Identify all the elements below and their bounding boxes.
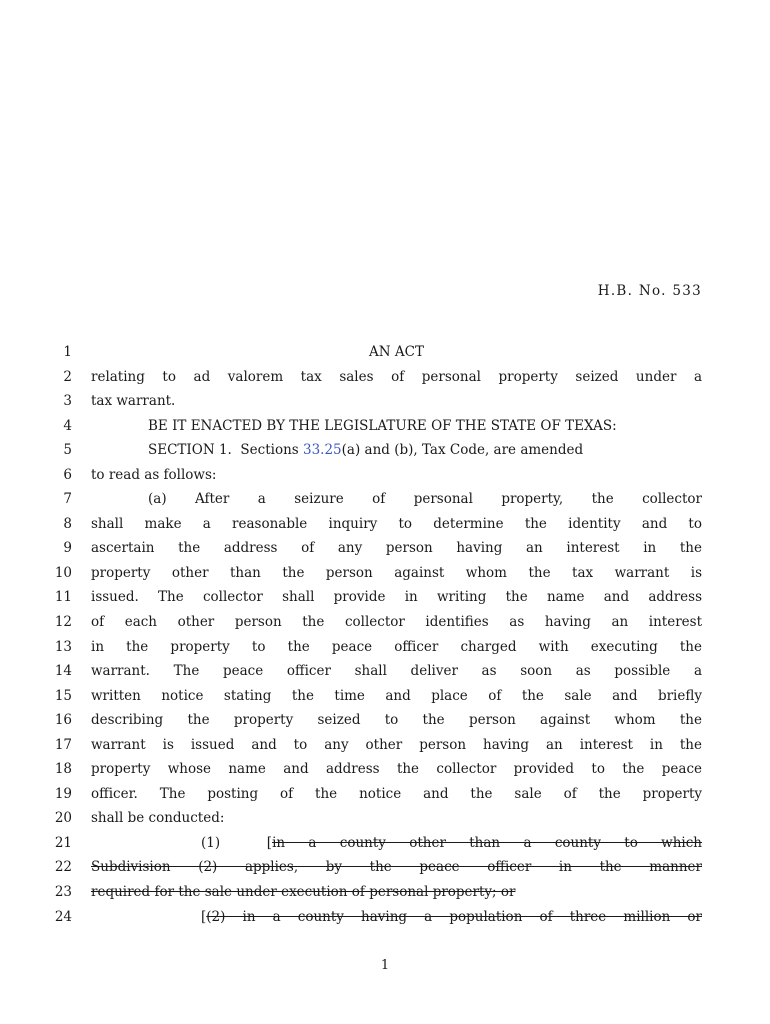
line-4 bbox=[0, 414, 770, 439]
line-17 bbox=[0, 733, 770, 758]
line-7 bbox=[0, 487, 770, 512]
line-number: 9 bbox=[63, 540, 72, 557]
line-21 bbox=[0, 831, 770, 856]
line-15 bbox=[0, 684, 770, 709]
body-text: issued. The collector shall provide in writing the name and address bbox=[91, 589, 702, 606]
body-text: ascertain the address of any person having an interest in the bbox=[91, 540, 702, 557]
struck-text: in a county other than a county to which bbox=[272, 834, 702, 851]
struck-text: Subdivision (2) applies, by the peace officer in the manner bbox=[91, 859, 702, 876]
line-number: 22 bbox=[54, 859, 72, 876]
body-text: shall be conducted: bbox=[91, 810, 225, 827]
section-link[interactable]: 33.25 bbox=[303, 442, 342, 459]
document-body bbox=[0, 340, 770, 929]
subdivision-label: (1) [ bbox=[201, 834, 273, 851]
body-text: describing the property seized to the person against whom the bbox=[91, 712, 702, 729]
line-19 bbox=[0, 782, 770, 807]
line-18 bbox=[0, 757, 770, 782]
act-heading: AN ACT bbox=[369, 344, 424, 360]
line-number: 2 bbox=[63, 368, 72, 385]
line-12 bbox=[0, 610, 770, 635]
line-number: 16 bbox=[54, 712, 72, 729]
line-number: 17 bbox=[54, 736, 72, 753]
section-text-a: SECTION 1. Sections bbox=[148, 442, 303, 459]
line-16 bbox=[0, 708, 770, 733]
body-text: property other than the person against whom the tax warrant is bbox=[91, 564, 702, 581]
line-number: 10 bbox=[54, 564, 72, 581]
body-text: (a) After a seizure of personal property, the collector bbox=[148, 491, 702, 508]
line-number: 13 bbox=[54, 638, 72, 655]
line-20 bbox=[0, 806, 770, 831]
line-number: 18 bbox=[54, 761, 72, 778]
line-8 bbox=[0, 512, 770, 537]
body-text: officer. The posting of the notice and the sale of the property bbox=[91, 785, 702, 802]
line-number: 23 bbox=[54, 884, 72, 901]
line-11 bbox=[0, 585, 770, 610]
struck-text: required for the sale under execution of personal property; or bbox=[91, 884, 516, 901]
line-9 bbox=[0, 536, 770, 561]
line-2 bbox=[0, 365, 770, 390]
line-number: 6 bbox=[63, 466, 72, 483]
line-5 bbox=[0, 438, 770, 463]
body-text bbox=[91, 831, 702, 856]
line-number: 21 bbox=[54, 834, 72, 851]
line-14 bbox=[0, 659, 770, 684]
caption-text: relating to ad valorem tax sales of personal property seized under a bbox=[91, 368, 702, 385]
page-number: 1 bbox=[380, 958, 390, 973]
body-text: in the property to the peace officer charged with executing the bbox=[91, 638, 702, 655]
line-number: 20 bbox=[54, 810, 72, 827]
section-text-b: (a) and (b), Tax Code, are amended bbox=[341, 442, 584, 459]
body-text: warrant is issued and to any other person having an interest in the bbox=[91, 736, 702, 753]
line-number: 11 bbox=[54, 589, 72, 606]
line-number: 5 bbox=[63, 442, 72, 459]
body-text bbox=[91, 905, 702, 930]
body-text: warrant. The peace officer shall deliver as soon as possible a bbox=[91, 663, 702, 680]
line-number: 24 bbox=[54, 908, 72, 925]
line-3 bbox=[0, 389, 770, 414]
body-text: property whose name and address the collector provided to the peace bbox=[91, 761, 702, 778]
line-13 bbox=[0, 635, 770, 660]
line-6 bbox=[0, 463, 770, 488]
body-text: of each other person the collector identifies as having an interest bbox=[91, 614, 702, 631]
section-text bbox=[91, 438, 702, 463]
body-text: shall make a reasonable inquiry to determine the identity and to bbox=[91, 515, 702, 532]
section-text: to read as follows: bbox=[91, 466, 217, 483]
line-23 bbox=[0, 880, 770, 905]
line-number: 1 bbox=[63, 344, 72, 360]
body-text: written notice stating the time and place of the sale and briefly bbox=[91, 687, 702, 704]
bracket-open: [ bbox=[201, 908, 207, 925]
line-10 bbox=[0, 561, 770, 586]
line-number: 4 bbox=[63, 417, 72, 434]
struck-text: (2) in a county having a population of three million or bbox=[206, 908, 702, 925]
caption-text: tax warrant. bbox=[91, 393, 176, 410]
enacting-clause: BE IT ENACTED BY THE LEGISLATURE OF THE STATE OF TEXAS: bbox=[148, 417, 617, 434]
line-number: 8 bbox=[63, 515, 72, 532]
line-number: 15 bbox=[54, 687, 72, 704]
bill-number: H.B. No. 533 bbox=[597, 283, 702, 299]
line-number: 14 bbox=[54, 663, 72, 680]
line-1 bbox=[0, 340, 770, 365]
line-24 bbox=[0, 905, 770, 930]
line-22 bbox=[0, 855, 770, 880]
line-number: 3 bbox=[63, 393, 72, 410]
line-number: 7 bbox=[63, 491, 72, 508]
line-number: 12 bbox=[54, 614, 72, 631]
line-number: 19 bbox=[54, 785, 72, 802]
